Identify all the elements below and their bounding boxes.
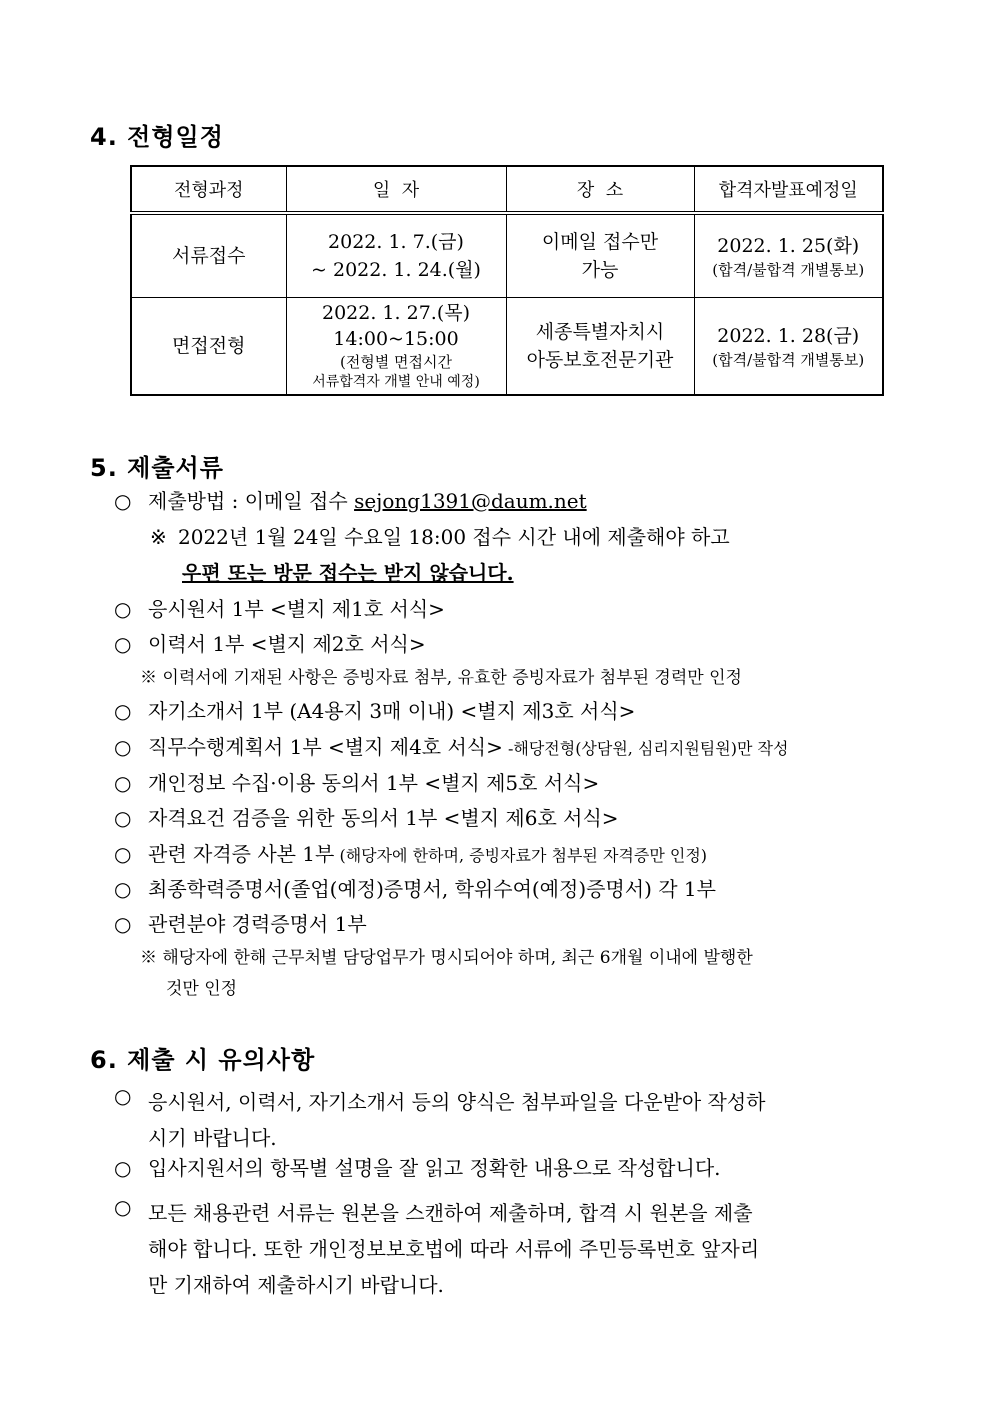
result-note: (합격/불합격 개별통보) [712,351,865,369]
list-item [114,912,367,936]
place-line: 가능 [581,259,619,281]
stage-cell: 면접전형 [131,298,286,396]
bullet-circle: ○ [114,877,132,901]
bullet-circle: ○ [114,1156,132,1180]
method-label: 제출방법 : 이메일 접수 [148,489,355,513]
result-date: 2022. 1. 25(화) [717,235,860,257]
list-item [114,699,635,723]
date-line: 2022. 1. 7.(금) [328,231,464,253]
item-text: 자기소개서 1부 (A4용지 3매 이내) <별지 제3호 서식> [148,699,636,723]
table-row [131,298,883,396]
table-row [131,213,883,298]
item-suffix: (해당자에 한하며, 증빙자료가 첨부된 자격증만 인정) [334,846,708,865]
notice-paragraph-3 [148,1195,759,1303]
notice-line: 응시원서, 이력서, 자기소개서 등의 양식은 첨부파일을 다운받아 작성하 [148,1090,766,1114]
item-text: 관련 자격증 사본 1부 [148,842,335,866]
notice-paragraph-1 [148,1084,766,1156]
bullet-circle: ○ [114,912,132,936]
method-note [150,525,730,549]
submission-method [114,489,587,513]
list-item [114,806,619,830]
notice-line: 해야 합니다. 또한 개인정보보호법에 따라 서류에 주민등록번호 앞자리 [148,1237,760,1261]
list-item [114,877,716,901]
date-line: 2022. 1. 27.(목) [322,302,470,324]
notice-line: 만 기재하여 제출하시기 바랍니다. [148,1273,444,1297]
place-line: 세종특별자치시 [535,321,665,343]
method-note-emphasis: 우편 또는 방문 접수는 받지 않습니다. [182,561,514,585]
date-cell [286,298,506,396]
item-text: 개인정보 수집·이용 동의서 1부 <별지 제5호 서식> [148,771,600,795]
section-6-title: 6. 제출 시 유의사항 [90,1046,316,1074]
result-note: (합격/불합격 개별통보) [712,261,865,279]
notice-line: 시기 바랍니다. [148,1126,277,1150]
date-note: 서류합격자 개별 안내 예정) [312,374,480,390]
note-mark: ※ [150,525,167,549]
place-cell [506,298,694,396]
career-note: ※ 해당자에 한해 근무처별 담당업무가 명시되어야 하며, 최근 6개월 이내에 발행한 [140,948,753,968]
bullet-circle: ○ [114,632,132,656]
stage-cell: 서류접수 [131,213,286,298]
result-date: 2022. 1. 28(금) [717,325,860,347]
item-suffix: -해당전형(상담원, 심리지원팀원)만 작성 [502,739,789,758]
section-5-title: 5. 제출서류 [90,454,224,482]
item-text: 응시원서 1부 <별지 제1호 서식> [148,597,445,621]
notice-paragraph-2: 입사지원서의 항목별 설명을 잘 읽고 정확한 내용으로 작성합니다. [148,1156,721,1180]
bullet-circle: ○ [114,806,132,830]
header-place: 장 소 [506,166,694,213]
list-item [114,735,788,761]
list-item [114,771,599,795]
list-item [114,842,707,868]
bullet-circle: ○ [114,489,132,513]
list-item [114,597,445,621]
place-cell [506,213,694,298]
resume-note: ※ 이력서에 기재된 사항은 증빙자료 첨부, 유효한 증빙자료가 첨부된 경력만 인정 [140,668,742,688]
bullet-circle: ○ [114,842,132,866]
bullet-circle: ○ [114,1084,132,1108]
career-note-continued: 것만 인정 [166,979,238,999]
notice-line: 모든 채용관련 서류는 원본을 스캔하여 제출하며, 합격 시 원본을 제출 [148,1201,753,1225]
item-text: 자격요건 검증을 위한 동의서 1부 <별지 제6호 서식> [148,806,619,830]
date-cell [286,213,506,298]
bullet-circle: ○ [114,1195,132,1219]
header-result-date: 합격자발표예정일 [694,166,883,213]
place-line: 아동보호전문기관 [526,349,674,371]
bullet-circle: ○ [114,771,132,795]
bullet-circle: ○ [114,699,132,723]
schedule-table [130,165,884,396]
result-cell [694,213,883,298]
date-line: 14:00~15:00 [333,328,459,350]
bullet-circle: ○ [114,597,132,621]
section-4-title: 4. 전형일정 [90,123,224,151]
list-item [114,632,426,656]
date-line: ~ 2022. 1. 24.(월) [311,259,481,281]
method-note-text: 2022년 1월 24일 수요일 18:00 접수 시간 내에 제출해야 하고 [178,525,730,549]
header-stage: 전형과정 [131,166,286,213]
date-note: (전형별 면접시간 [339,353,453,371]
header-date: 일 자 [286,166,506,213]
place-line: 이메일 접수만 [541,231,659,253]
item-text: 이력서 1부 <별지 제2호 서식> [148,632,426,656]
item-text: 최종학력증명서(졸업(예정)증명서, 학위수여(예정)증명서) 각 1부 [148,877,716,901]
result-cell [694,298,883,396]
item-text: 직무수행계획서 1부 <별지 제4호 서식> [148,735,503,759]
item-text: 관련분야 경력증명서 1부 [148,912,367,936]
schedule-header-row [131,166,883,213]
bullet-circle: ○ [114,735,132,759]
email-link[interactable]: sejong1391@daum.net [354,489,587,513]
